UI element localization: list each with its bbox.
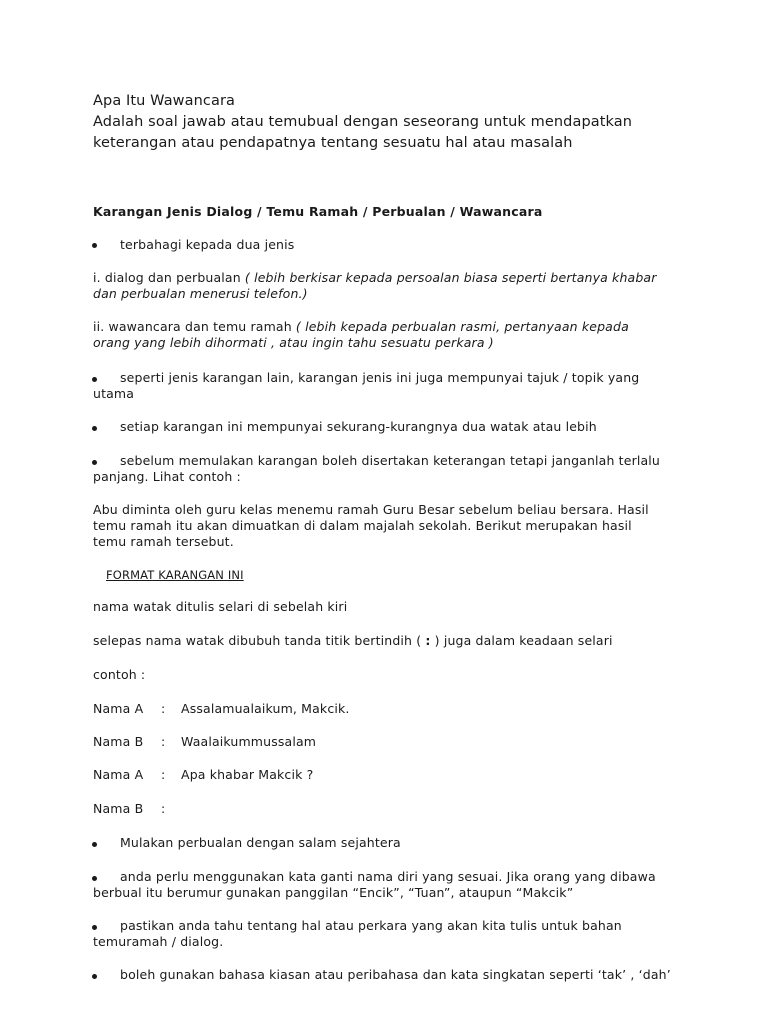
bullet-3-text: setiap karangan ini mempunyai sekurang-kurangnya dua watak atau lebih xyxy=(120,419,597,434)
item-ii-lead: ii. wawancara dan temu ramah xyxy=(93,319,296,334)
dialog-name: Nama B xyxy=(93,734,144,749)
item-i-italic-1: ( lebih berkisar kepada persoalan biasa seperti bertanya khabar xyxy=(244,270,657,285)
bullet-2 xyxy=(93,370,753,402)
item-i xyxy=(93,270,753,302)
bullet-6-line-1: anda perlu menggunakan kata ganti nama diri yang sesuai. Jika orang yang dibawa xyxy=(120,869,656,884)
dialog-name: Nama A xyxy=(93,701,144,716)
bullet-icon xyxy=(92,426,97,431)
example-line-3: temu ramah tersebut. xyxy=(93,534,234,549)
bullet-4 xyxy=(93,453,753,485)
dialog-name: Nama A xyxy=(93,767,144,782)
dialog-separator: : xyxy=(161,801,166,816)
bullet-2-line-1: seperti jenis karangan lain, karangan jenis ini juga mempunyai tajuk / topik yang xyxy=(120,370,640,385)
item-ii xyxy=(93,319,753,351)
bullet-1-text: terbahagi kepada dua jenis xyxy=(120,237,295,252)
bullet-2-line-2: utama xyxy=(93,386,135,401)
format-line-2 xyxy=(93,633,613,649)
intro-line-2: keterangan atau pendapatnya tentang sesuatu hal atau masalah xyxy=(93,135,573,151)
dialog-text: Apa khabar Makcik ? xyxy=(181,767,314,782)
dialog-row xyxy=(93,767,493,783)
format-line-2-b: ) juga dalam keadaan selari xyxy=(430,633,613,648)
example-line-2: temu ramah itu akan dimuatkan di dalam majalah sekolah. Berikut merupakan hasil xyxy=(93,518,632,533)
bullet-6 xyxy=(93,869,753,901)
item-i-lead: i. dialog dan perbualan xyxy=(93,270,245,285)
example-line-1: Abu diminta oleh guru kelas menemu ramah Guru Besar sebelum beliau bersara. Hasil xyxy=(93,502,649,517)
bullet-7-line-2: temuramah / dialog. xyxy=(93,934,224,949)
format-line-1: nama watak ditulis selari di sebelah kiri xyxy=(93,599,348,614)
dialog-name: Nama B xyxy=(93,801,144,816)
contoh-label: contoh : xyxy=(93,667,146,682)
example-paragraph xyxy=(93,502,753,550)
dialog-separator: : xyxy=(161,701,166,716)
dialog-row xyxy=(93,801,493,817)
item-ii-italic-1: ( lebih kepada perbualan rasmi, pertanyaan kepada xyxy=(295,319,629,334)
bullet-4-line-2: panjang. Lihat contoh : xyxy=(93,469,241,484)
dialog-row xyxy=(93,701,493,717)
bullet-6-line-2: berbual itu berumur gunakan panggilan “Encik”, “Tuan”, ataupun “Makcik” xyxy=(93,885,574,900)
bullet-5-text: Mulakan perbualan dengan salam sejahtera xyxy=(120,835,401,850)
bullet-icon xyxy=(92,842,97,847)
item-ii-italic-2: orang yang lebih dihormati , atau ingin tahu sesuatu perkara ) xyxy=(93,335,494,350)
bullet-7-line-1: pastikan anda tahu tentang hal atau perkara yang akan kita tulis untuk bahan xyxy=(120,918,622,933)
bullet-icon xyxy=(92,243,97,248)
bullet-icon xyxy=(92,974,97,979)
dialog-row xyxy=(93,734,493,750)
intro-block xyxy=(93,91,632,154)
dialog-separator: : xyxy=(161,767,166,782)
bullet-4-line-1: sebelum memulakan karangan boleh disertakan keterangan tetapi janganlah terlalu xyxy=(120,453,660,468)
format-line-2-colon: : xyxy=(425,633,431,648)
intro-line-1: Adalah soal jawab atau temubual dengan seseorang untuk mendapatkan xyxy=(93,114,633,130)
dialog-separator: : xyxy=(161,734,166,749)
dialog-text: Waalaikummussalam xyxy=(181,734,317,749)
bullet-8-text: boleh gunakan bahasa kiasan atau peribahasa dan kata singkatan seperti ‘tak’ , ‘dah’ xyxy=(120,967,671,982)
bullet-7 xyxy=(93,918,753,950)
format-line-2-a: selepas nama watak dibubuh tanda titik bertindih ( xyxy=(93,633,426,648)
section-heading: Karangan Jenis Dialog / Temu Ramah / Perbualan / Wawancara xyxy=(93,204,543,219)
intro-title: Apa Itu Wawancara xyxy=(93,93,236,109)
item-i-italic-2: dan perbualan menerusi telefon.) xyxy=(93,286,308,301)
dialog-text: Assalamualaikum, Makcik. xyxy=(181,701,350,716)
format-heading: FORMAT KARANGAN INI xyxy=(106,568,244,582)
